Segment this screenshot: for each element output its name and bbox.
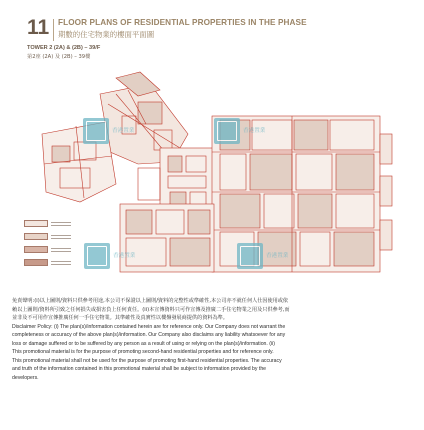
watermark-text: 香港置業 [243,128,266,134]
floor-plan-drawing [20,64,416,290]
page-title-en: FLOOR PLANS OF RESIDENTIAL PROPERTIES IN THE PHASE [58,18,307,27]
tower-floor-label-zh: 第2座 (2A) 及 (2B) – 39樓 [27,54,91,60]
watermark-logo [214,118,240,144]
watermark-text: 香港置業 [266,253,289,259]
disclaimer-en-line: developers. [12,374,39,381]
disclaimer-text [12,297,414,382]
disclaimer-en-line: This promotional material is for the purpose of promoting second-hand residential properties and for reference only. [12,349,274,355]
page-number: 11 [27,16,50,39]
legend-row [24,218,78,229]
header-divider [53,19,54,41]
watermark-logo [84,243,110,269]
watermark-logo [83,118,109,144]
legend-row [24,257,78,268]
page-header [27,16,407,60]
legend-swatch [24,220,48,227]
disclaimer-zh-line: 並非及不可用作宣傳推廣任何一手住宅物業。其準確性及真實性以樓盤發展商提供的資料為準。 [12,315,228,321]
legend-row [24,244,78,255]
legend-swatch [24,259,48,266]
page-title-zh: 期數的住宅物業的樓面平面圖 [58,30,155,39]
disclaimer-en-line: and truth of the information contained in this promotional material shall be subject to information provided by the [12,366,267,372]
disclaimer-en-line: Disclaimer Policy: (i) The plan(s)/information contained herein are for reference only. Our Company does not warrant the [12,323,286,330]
watermark-text: 香港置業 [113,253,136,259]
legend-row [24,231,78,242]
disclaimer-zh-line: 免責聲明:(i)以上圖則/資料只供參考用途,本公司不保證以上圖則/資料的完整性或準確性,本公司亦不就任何人仕因使用或依 [12,298,289,304]
right-edge-bays [380,134,392,250]
lower-wing [120,204,214,272]
disclaimer-en-line: This promotional material shall not be used for the purpose of promoting first-hand residential properties. The accuracy [12,357,282,364]
plan-legend [24,218,78,270]
disclaimer-zh-line: 賴以上圖則/資料所引致之任何損失或損害負上任何責任。(ii)本宣傳資料只可作宣傳及推廣二手住宅物業之用及只供參考,而 [12,306,290,313]
watermark-text: 香港置業 [112,128,135,134]
disclaimer-en-line: loss or damage suffered or to be suffered by any person as a result of using or relying on the plan(s)/information. (ii) [12,340,275,347]
legend-swatch [24,246,48,253]
floor-plan-svg [20,64,416,290]
legend-swatch [24,233,48,240]
watermark-logo [237,243,263,269]
tower-floor-label-en: TOWER 2 (2A) & (2B) – 39/F [27,45,101,51]
disclaimer-en-line: completeness or accuracy of the above plan(s)/information. Our Company also disclaims any liability whatsoever for any [12,332,286,338]
